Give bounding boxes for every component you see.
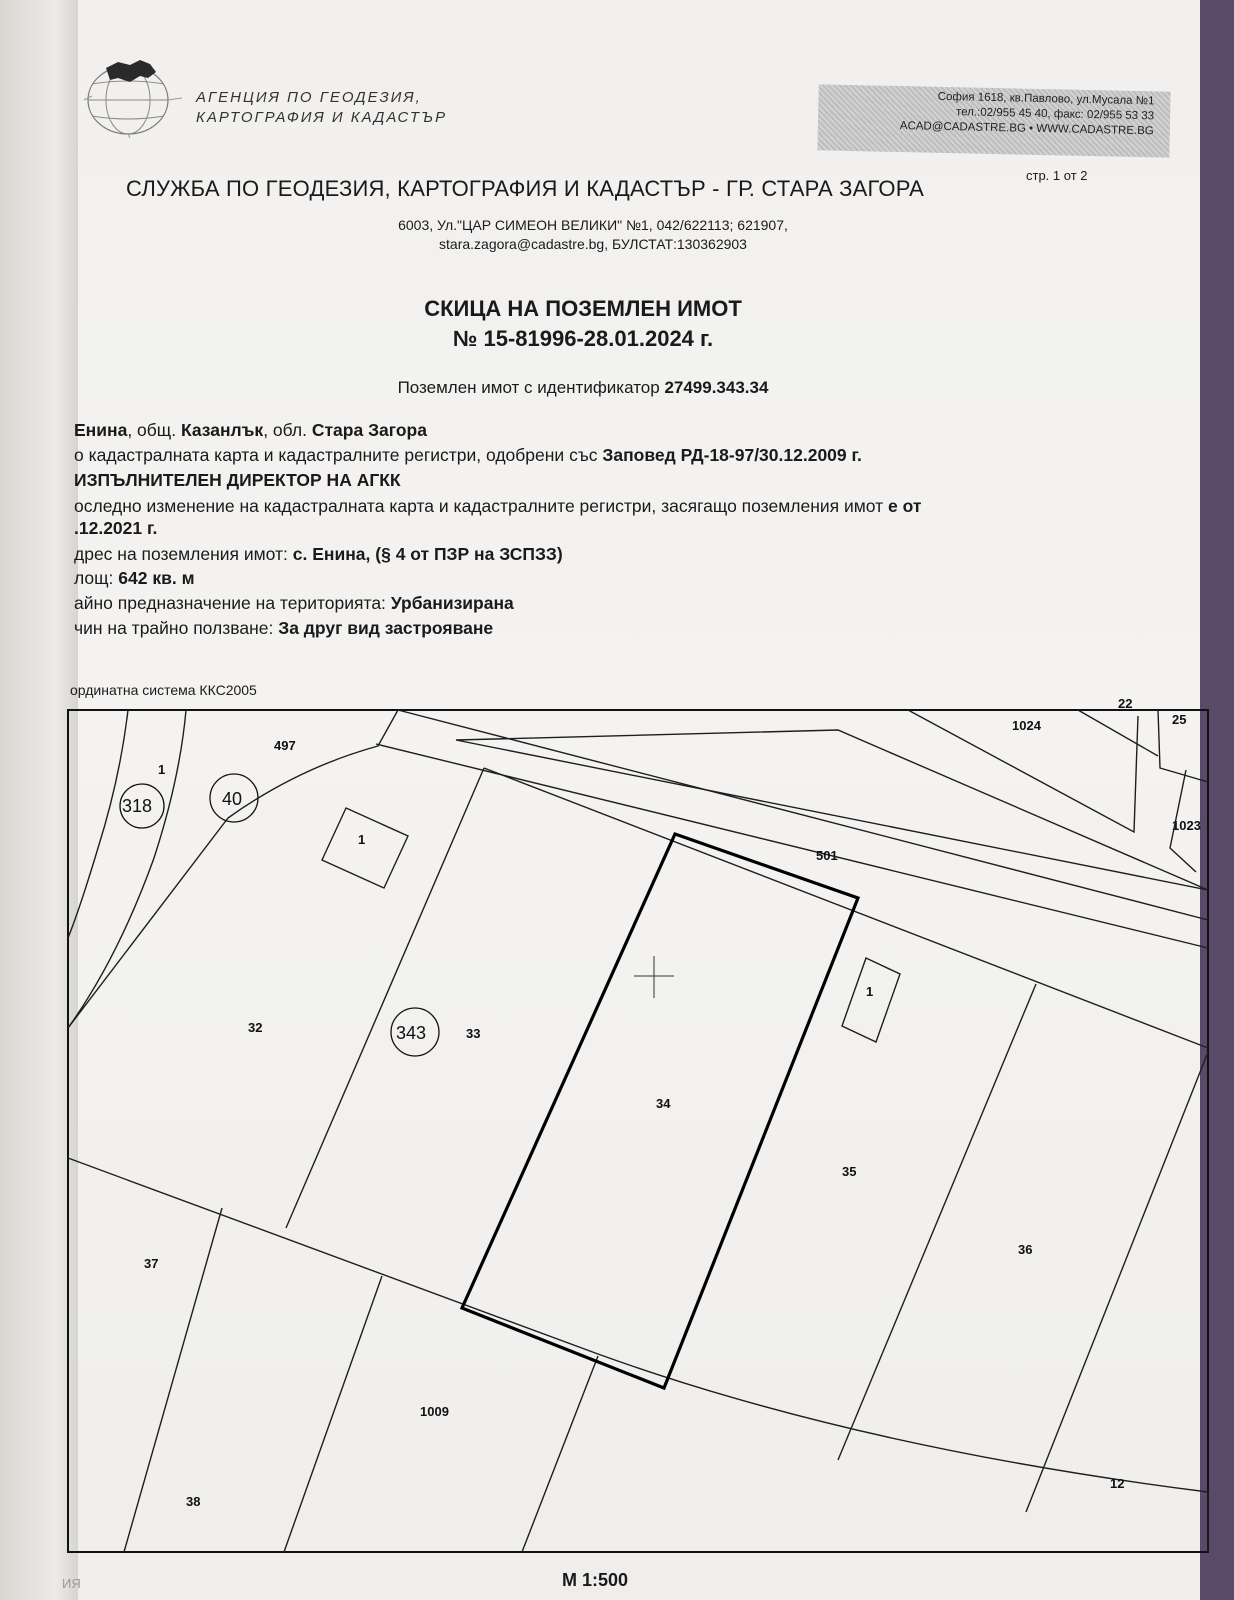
last-change-date-line — [74, 518, 157, 539]
label-plot-37: 37 — [144, 1256, 159, 1271]
identifier-label: Поземлен имот с идентификатор — [397, 378, 660, 397]
label-plot-1009: 1009 — [420, 1404, 449, 1419]
last-change-suffix: е от — [888, 496, 922, 516]
cadastral-map — [58, 696, 1234, 1558]
office-address — [78, 216, 1108, 254]
boundary-497 — [68, 710, 186, 1028]
office-title: СЛУЖБА ПО ГЕОДЕЗИЯ, КАРТОГРАФИЯ И КАДАСТЪР - ГР. СТАРА ЗАГОРА — [126, 176, 924, 201]
divider-1009-west — [284, 1276, 382, 1552]
boundary-318 — [68, 710, 128, 938]
label-plot-38: 38 — [186, 1494, 201, 1509]
label-plot-25: 25 — [1172, 712, 1187, 727]
agency-address-line2: тел.:02/955 45 40, факс: 02/955 53 33 — [955, 106, 1155, 123]
purpose-value: Урбанизирана — [390, 593, 514, 613]
agency-name-line2: КАРТОГРАФИЯ И КАДАСТЪР — [196, 109, 448, 126]
label-plot-36: 36 — [1018, 1242, 1033, 1257]
label-plot-497: 497 — [274, 738, 296, 753]
divider-37-38 — [124, 1208, 222, 1552]
divider-32-33 — [286, 768, 484, 1228]
label-quarter-40: 40 — [222, 789, 243, 809]
agency-name-line1: АГЕНЦИЯ ПО ГЕОДЕЗИЯ, — [196, 89, 422, 106]
map-approval-line — [74, 445, 862, 466]
label-plot-35: 35 — [842, 1164, 857, 1179]
location-region-label: , обл. — [263, 420, 307, 440]
agency-address-line3: ACAD@CADASTRE.BG • WWW.CADASTRE.BG — [899, 120, 1154, 138]
boundary-40 — [68, 710, 398, 1028]
agency-globe-logo-icon — [84, 52, 184, 138]
label-plot-34: 34 — [656, 1096, 671, 1111]
issuer: ИЗПЪЛНИТЕЛЕН ДИРЕКТОР НА АГКК — [74, 470, 401, 490]
location-line — [74, 420, 427, 441]
usage-label: чин на трайно ползване: — [74, 618, 274, 638]
divider-35-36 — [838, 984, 1036, 1460]
map-scale: М 1:500 — [562, 1570, 629, 1590]
coordinate-system: ординатна система ККС2005 — [70, 682, 257, 698]
usage-value: За друг вид застрояване — [278, 618, 494, 638]
boundary-south — [68, 1158, 1208, 1492]
subject-plot-34 — [462, 834, 858, 1388]
label-building-west: 1 — [358, 832, 366, 847]
page-number: стр. 1 от 2 — [1026, 168, 1088, 183]
street-south — [484, 768, 1208, 1048]
label-plot-1024: 1024 — [1012, 718, 1041, 733]
last-change-line — [74, 496, 921, 517]
cadastral-sketch-sheet — [62, 0, 1201, 1600]
label-building-east: 1 — [866, 984, 874, 999]
document-title — [78, 294, 1088, 354]
purpose-line — [74, 593, 514, 614]
agency-name — [196, 88, 447, 128]
label-plot-33: 33 — [466, 1026, 481, 1041]
stamp-fragment: ИЯ — [62, 1576, 81, 1591]
agency-address-line1: София 1618, кв.Павлово, ул.Мусала №1 — [937, 90, 1155, 108]
address-value: с. Енина, (§ 4 от ПЗР на ЗСПЗЗ) — [292, 544, 563, 564]
label-street-501: 501 — [816, 848, 838, 863]
label-plot-1023: 1023 — [1172, 818, 1201, 833]
area-label: лощ: — [74, 568, 114, 588]
divider-36-east — [1026, 1052, 1208, 1512]
issuer-line — [74, 470, 401, 491]
document-number: № 15-81996-28.01.2024 г. — [452, 326, 714, 351]
property-identifier-line — [78, 378, 1088, 398]
office-address-line2: stara.zagora@cadastre.bg, БУЛСТАТ:130362903 — [439, 236, 747, 252]
last-change-text: оследно изменение на кадастралната карта и кадастралните регистри, засягащо поземления имот — [74, 496, 884, 516]
street-501-inner — [398, 710, 1208, 920]
identifier-value: 27499.343.34 — [664, 378, 769, 397]
address-line — [74, 544, 563, 565]
label-plot-32: 32 — [248, 1020, 263, 1035]
centroid-cross-icon — [634, 956, 674, 998]
usage-line — [74, 618, 493, 639]
label-plot-1: 1 — [158, 762, 166, 777]
location-region: Стара Загора — [311, 420, 427, 440]
document-title-line1: СКИЦА НА ПОЗЕМЛЕН ИМОТ — [424, 296, 742, 321]
location-muni: Казанлък — [180, 420, 264, 440]
address-label: дрес на поземления имот: — [74, 544, 288, 564]
location-muni-label: , общ. — [127, 420, 177, 440]
office-address-line1: 6003, Ул."ЦАР СИМЕОН ВЕЛИКИ" №1, 042/622113; 621907, — [398, 217, 788, 233]
label-plot-12: 12 — [1110, 1476, 1125, 1491]
location-place: Енина — [74, 420, 128, 440]
label-plot-22: 22 — [1118, 696, 1133, 711]
last-change-date: .12.2021 г. — [74, 518, 158, 538]
divider-1009-east — [522, 1356, 598, 1552]
label-quarter-343: 343 — [396, 1023, 427, 1043]
map-approval-text: о кадастралната карта и кадастралните регистри, одобрени със — [74, 445, 598, 465]
map-border — [68, 710, 1208, 1552]
boundary-22 — [1078, 710, 1158, 756]
area-value: 642 кв. м — [118, 568, 195, 588]
purpose-label: айно предназначение на територията: — [74, 593, 386, 613]
building-east — [842, 958, 900, 1042]
agency-contact-box — [817, 84, 1170, 157]
area-line — [74, 568, 195, 589]
map-approval-order: Заповед РД-18-97/30.12.2009 г. — [602, 445, 862, 465]
building-west — [322, 808, 408, 888]
label-quarter-318: 318 — [122, 796, 153, 816]
